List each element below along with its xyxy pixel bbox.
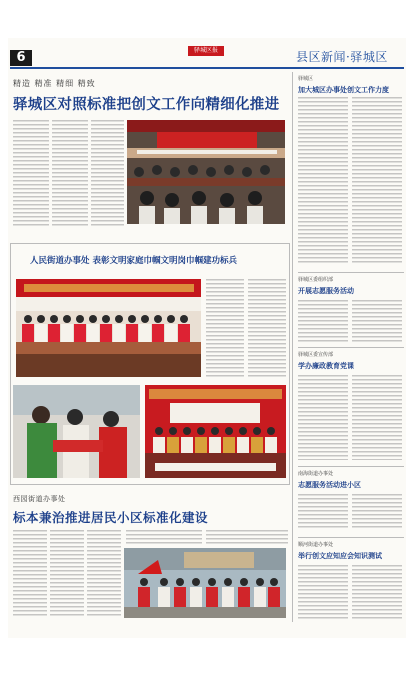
- sidebar-title: 学办廉政教育党课: [298, 362, 354, 370]
- sidebar-kicker: 顺河街道办事处: [298, 542, 334, 548]
- sidebar-kicker: 驿城区委组织部: [298, 277, 334, 283]
- lead-kicker: 精造 精准 精细 精致: [13, 79, 96, 88]
- bottom-kicker: 西园街道办事处: [13, 495, 66, 503]
- sidebar-title: 举行创文应知应会知识测试: [298, 552, 382, 560]
- feature-text-column: [206, 279, 244, 379]
- sidebar-title: 志愿服务活动进小区: [298, 481, 361, 489]
- lead-text-column: [13, 120, 49, 228]
- sidebar-item: [298, 351, 406, 371]
- lead-headline: 驿城区对照标准把创文工作向精细化推进: [13, 96, 280, 113]
- lead-photo-meeting: [127, 120, 285, 224]
- sidebar-text-column: [298, 97, 348, 265]
- sidebar-kicker: 驿城区委宣传部: [298, 352, 334, 358]
- sidebar-rule: [298, 537, 404, 538]
- bottom-headline: 标本兼治推进居民小区标准化建设: [13, 510, 209, 525]
- bottom-text-column: [87, 530, 121, 618]
- feature-headline: 人民街道办事处 表彰文明家庭巾帼文明岗巾帼建功标兵: [30, 256, 237, 266]
- sidebar-text-column: [352, 494, 402, 530]
- lead-photo-credit: [262, 227, 263, 231]
- bottom-text-column: [50, 530, 84, 618]
- sidebar-title: 加大城区办事处创文工作力度: [298, 86, 389, 94]
- sidebar-text-column: [352, 565, 402, 621]
- lead-text-column: [91, 120, 124, 228]
- sidebar-kicker: 南海街道办事处: [298, 471, 334, 477]
- sidebar-text-column: [298, 300, 348, 342]
- bottom-text-column: [13, 530, 47, 618]
- sidebar-item: [298, 276, 406, 296]
- sidebar-kicker: 驿城区: [298, 76, 314, 82]
- sidebar-item: [298, 541, 406, 561]
- sidebar-text-column: [298, 565, 348, 621]
- page-number: 6: [10, 50, 32, 66]
- sidebar-rule: [298, 347, 404, 348]
- lead-text-column: [52, 120, 88, 228]
- sidebar-text-column: [352, 97, 402, 265]
- header-rule: [10, 67, 404, 69]
- sidebar-item: [298, 470, 406, 490]
- editor-line: [233, 53, 234, 58]
- sidebar-text-column: [298, 375, 348, 460]
- feature-photo-stage: [145, 385, 286, 478]
- sidebar-text-column: [352, 300, 402, 342]
- feature-byline: [118, 267, 119, 271]
- feature-photo-award-group: [16, 279, 201, 377]
- sidebar-rule: [298, 466, 404, 467]
- sidebar-text-column: [352, 375, 402, 460]
- column-divider: [292, 72, 293, 622]
- sidebar-text-column: [298, 494, 348, 530]
- feature-text-column: [248, 279, 286, 379]
- feature-photo-ceremony: [13, 385, 140, 478]
- section-title: 县区新闻·驿城区: [296, 50, 388, 64]
- bottom-text-column: [206, 530, 288, 544]
- bottom-text-column: [126, 530, 202, 544]
- issue-date-line: [36, 53, 37, 58]
- sidebar-title: 开展志愿服务活动: [298, 287, 354, 295]
- masthead-logo: 驿城区报: [188, 46, 224, 56]
- sidebar-item: [298, 75, 406, 95]
- sidebar-rule: [298, 272, 404, 273]
- bottom-photo-volunteers: [124, 548, 286, 618]
